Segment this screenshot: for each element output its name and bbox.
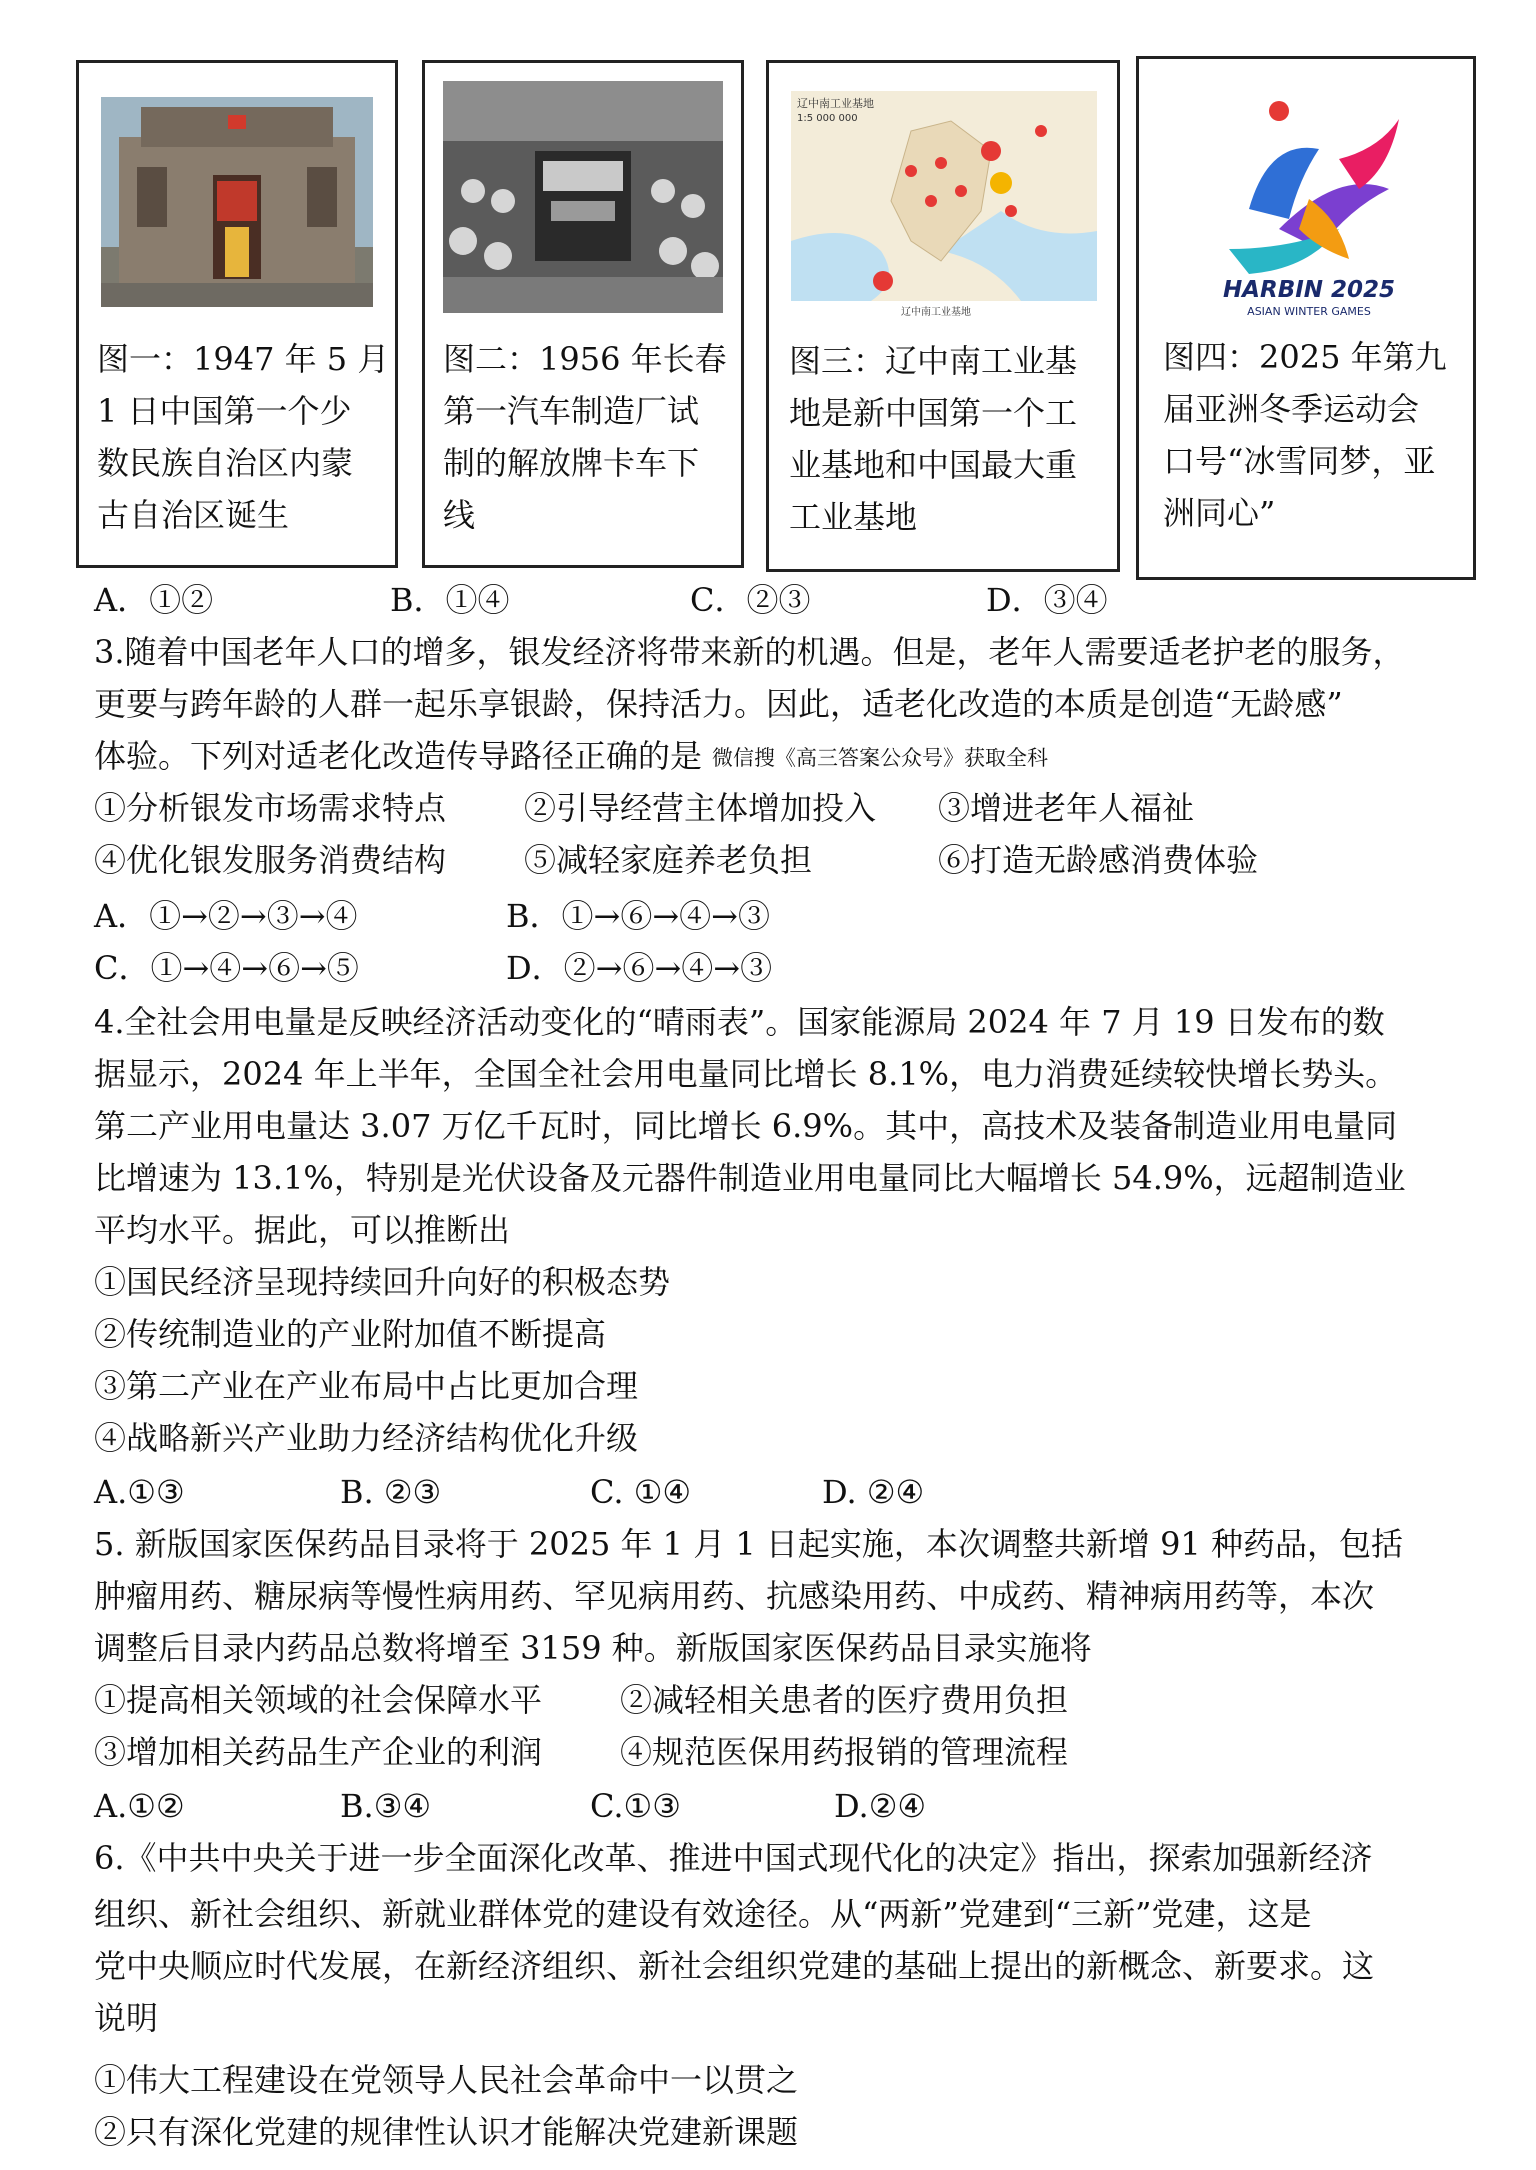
q4-item-2: ②传统制造业的产业附加值不断提高 [94, 1315, 607, 1353]
figure-2-photo [443, 81, 723, 313]
q3-option-c[interactable]: C．①→④→⑥→⑤ [94, 949, 359, 987]
q3-option-a[interactable]: A．①→②→③→④ [94, 897, 358, 935]
figure-1-caption: 图一：1947 年 5 月 1 日中国第一个少 数民族自治区内蒙 古自治区诞生 [97, 340, 390, 534]
q6-stem-line-4: 说明 [94, 1999, 159, 2037]
q4-option-a[interactable]: A.①③ [94, 1473, 185, 1511]
q4-stem-line-5: 平均水平。据此，可以推断出 [94, 1211, 511, 1249]
q6-stem-line-1: 6.《中共中央关于进一步全面深化改革、推进中国式现代化的决定》指出，探索加强新经济 [94, 1839, 1373, 1877]
q6-stem-line-3: 党中央顺应时代发展，在新经济组织、新社会组织党建的基础上提出的新概念、新要求。这 [94, 1947, 1375, 1985]
q3-item-6: ⑥打造无龄感消费体验 [938, 841, 1259, 879]
q5-option-d[interactable]: D.②④ [834, 1787, 927, 1825]
q5-option-c[interactable]: C.①③ [590, 1787, 681, 1825]
q3-stem-line-3 [94, 734, 1048, 780]
map-title: 辽中南工业基地 [797, 97, 874, 110]
q5-item-1: ①提高相关领域的社会保障水平 [94, 1681, 543, 1719]
q2-option-c[interactable]: C．②③ [690, 581, 811, 619]
q4-stem-line-2: 据显示，2024 年上半年，全国全社会用电量同比增长 8.1%，电力消费延续较快增长势头。 [94, 1055, 1398, 1093]
q6-item-2: ②只有深化党建的规律性认识才能解决党建新课题 [94, 2113, 799, 2151]
figure-3-box [766, 60, 1120, 572]
figure-1-box [76, 60, 398, 568]
q3-stem-line-1: 3.随着中国老年人口的增多，银发经济将带来新的机遇。但是，老年人需要适老护老的服务， [94, 633, 1405, 671]
q3-option-d[interactable]: D．②→⑥→④→③ [506, 949, 773, 987]
q4-option-d[interactable]: D. ②④ [822, 1473, 925, 1511]
q5-item-4: ④规范医保用药报销的管理流程 [620, 1733, 1069, 1771]
figure-2-caption: 图二：1956 年长春 第一汽车制造厂试 制的解放牌卡车下 线 [443, 340, 727, 534]
source-note: 微信搜《高三答案公众号》获取全科 [712, 746, 1049, 770]
figure-3-caption: 图三：辽中南工业基 地是新中国第一个工 业基地和中国最大重 工业基地 [789, 342, 1078, 536]
q3-stem-line-2: 更要与跨年龄的人群一起乐享银龄，保持活力。因此，适老化改造的本质是创造“无龄感” [94, 685, 1343, 723]
q4-stem-line-4: 比增速为 13.1%，特别是光伏设备及元器件制造业用电量同比大幅增长 54.9%，远超制造业 [94, 1159, 1406, 1197]
q3-item-3: ③增进老年人福祉 [938, 789, 1195, 827]
q3-item-5: ⑤减轻家庭养老负担 [524, 841, 813, 879]
logo-sub-text: ASIAN WINTER GAMES [1247, 305, 1371, 318]
q4-option-c[interactable]: C. ①④ [590, 1473, 692, 1511]
q2-option-d[interactable]: D．③④ [986, 581, 1108, 619]
q5-stem-line-1: 5. 新版国家医保药品目录将于 2025 年 1 月 1 日起实施，本次调整共新增 91 种药品，包括 [94, 1525, 1403, 1563]
figure-3-map [791, 91, 1097, 321]
figure-4-logo [1189, 79, 1429, 329]
map-footer: 辽中南工业基地 [901, 307, 971, 318]
q3-item-4: ④优化银发服务消费结构 [94, 841, 447, 879]
q5-item-2: ②减轻相关患者的医疗费用负担 [620, 1681, 1069, 1719]
q4-item-4: ④战略新兴产业助力经济结构优化升级 [94, 1419, 639, 1457]
q4-stem-line-1: 4.全社会用电量是反映经济活动变化的“晴雨表”。国家能源局 2024 年 7 月 19 日发布的数 [94, 1003, 1385, 1041]
q3-stem-text: 体验。下列对适老化改造传导路径正确的是 [94, 737, 703, 775]
figure-4-box [1136, 56, 1476, 580]
logo-main-text: HARBIN 2025 [1222, 277, 1396, 303]
q4-item-3: ③第二产业在产业布局中占比更加合理 [94, 1367, 639, 1405]
q5-option-a[interactable]: A.①② [94, 1787, 185, 1825]
figure-4-caption: 图四：2025 年第九 届亚洲冬季运动会 口号“冰雪同梦，亚 洲同心” [1163, 338, 1447, 532]
q5-stem-line-3: 调整后目录内药品总数将增至 3159 种。新版国家医保药品目录实施将 [94, 1629, 1092, 1667]
q3-item-1: ①分析银发市场需求特点 [94, 789, 447, 827]
q2-option-b[interactable]: B．①④ [390, 581, 510, 619]
q5-stem-line-2: 肿瘤用药、糖尿病等慢性病用药、罕见病用药、抗感染用药、中成药、精神病用药等，本次 [94, 1577, 1375, 1615]
q4-option-b[interactable]: B. ②③ [340, 1473, 442, 1511]
q6-item-1: ①伟大工程建设在党领导人民社会革命中一以贯之 [94, 2061, 799, 2099]
q4-stem-line-3: 第二产业用电量达 3.07 万亿千瓦时，同比增长 6.9%。其中，高技术及装备制造业用电量同 [94, 1107, 1398, 1145]
q6-stem-line-2: 组织、新社会组织、新就业群体党的建设有效途径。从“两新”党建到“三新”党建，这是 [94, 1895, 1312, 1933]
red-sun-icon [1269, 101, 1289, 121]
q2-option-a[interactable]: A．①② [94, 581, 214, 619]
figure-2-box [422, 60, 744, 568]
q5-option-b[interactable]: B.③④ [340, 1787, 432, 1825]
q5-item-3: ③增加相关药品生产企业的利润 [94, 1733, 543, 1771]
q3-option-b[interactable]: B．①→⑥→④→③ [506, 897, 770, 935]
q3-item-2: ②引导经营主体增加投入 [524, 789, 877, 827]
q4-item-1: ①国民经济呈现持续回升向好的积极态势 [94, 1263, 671, 1301]
figure-1-photo [101, 97, 373, 307]
map-scale: 1:5 000 000 [797, 113, 858, 124]
